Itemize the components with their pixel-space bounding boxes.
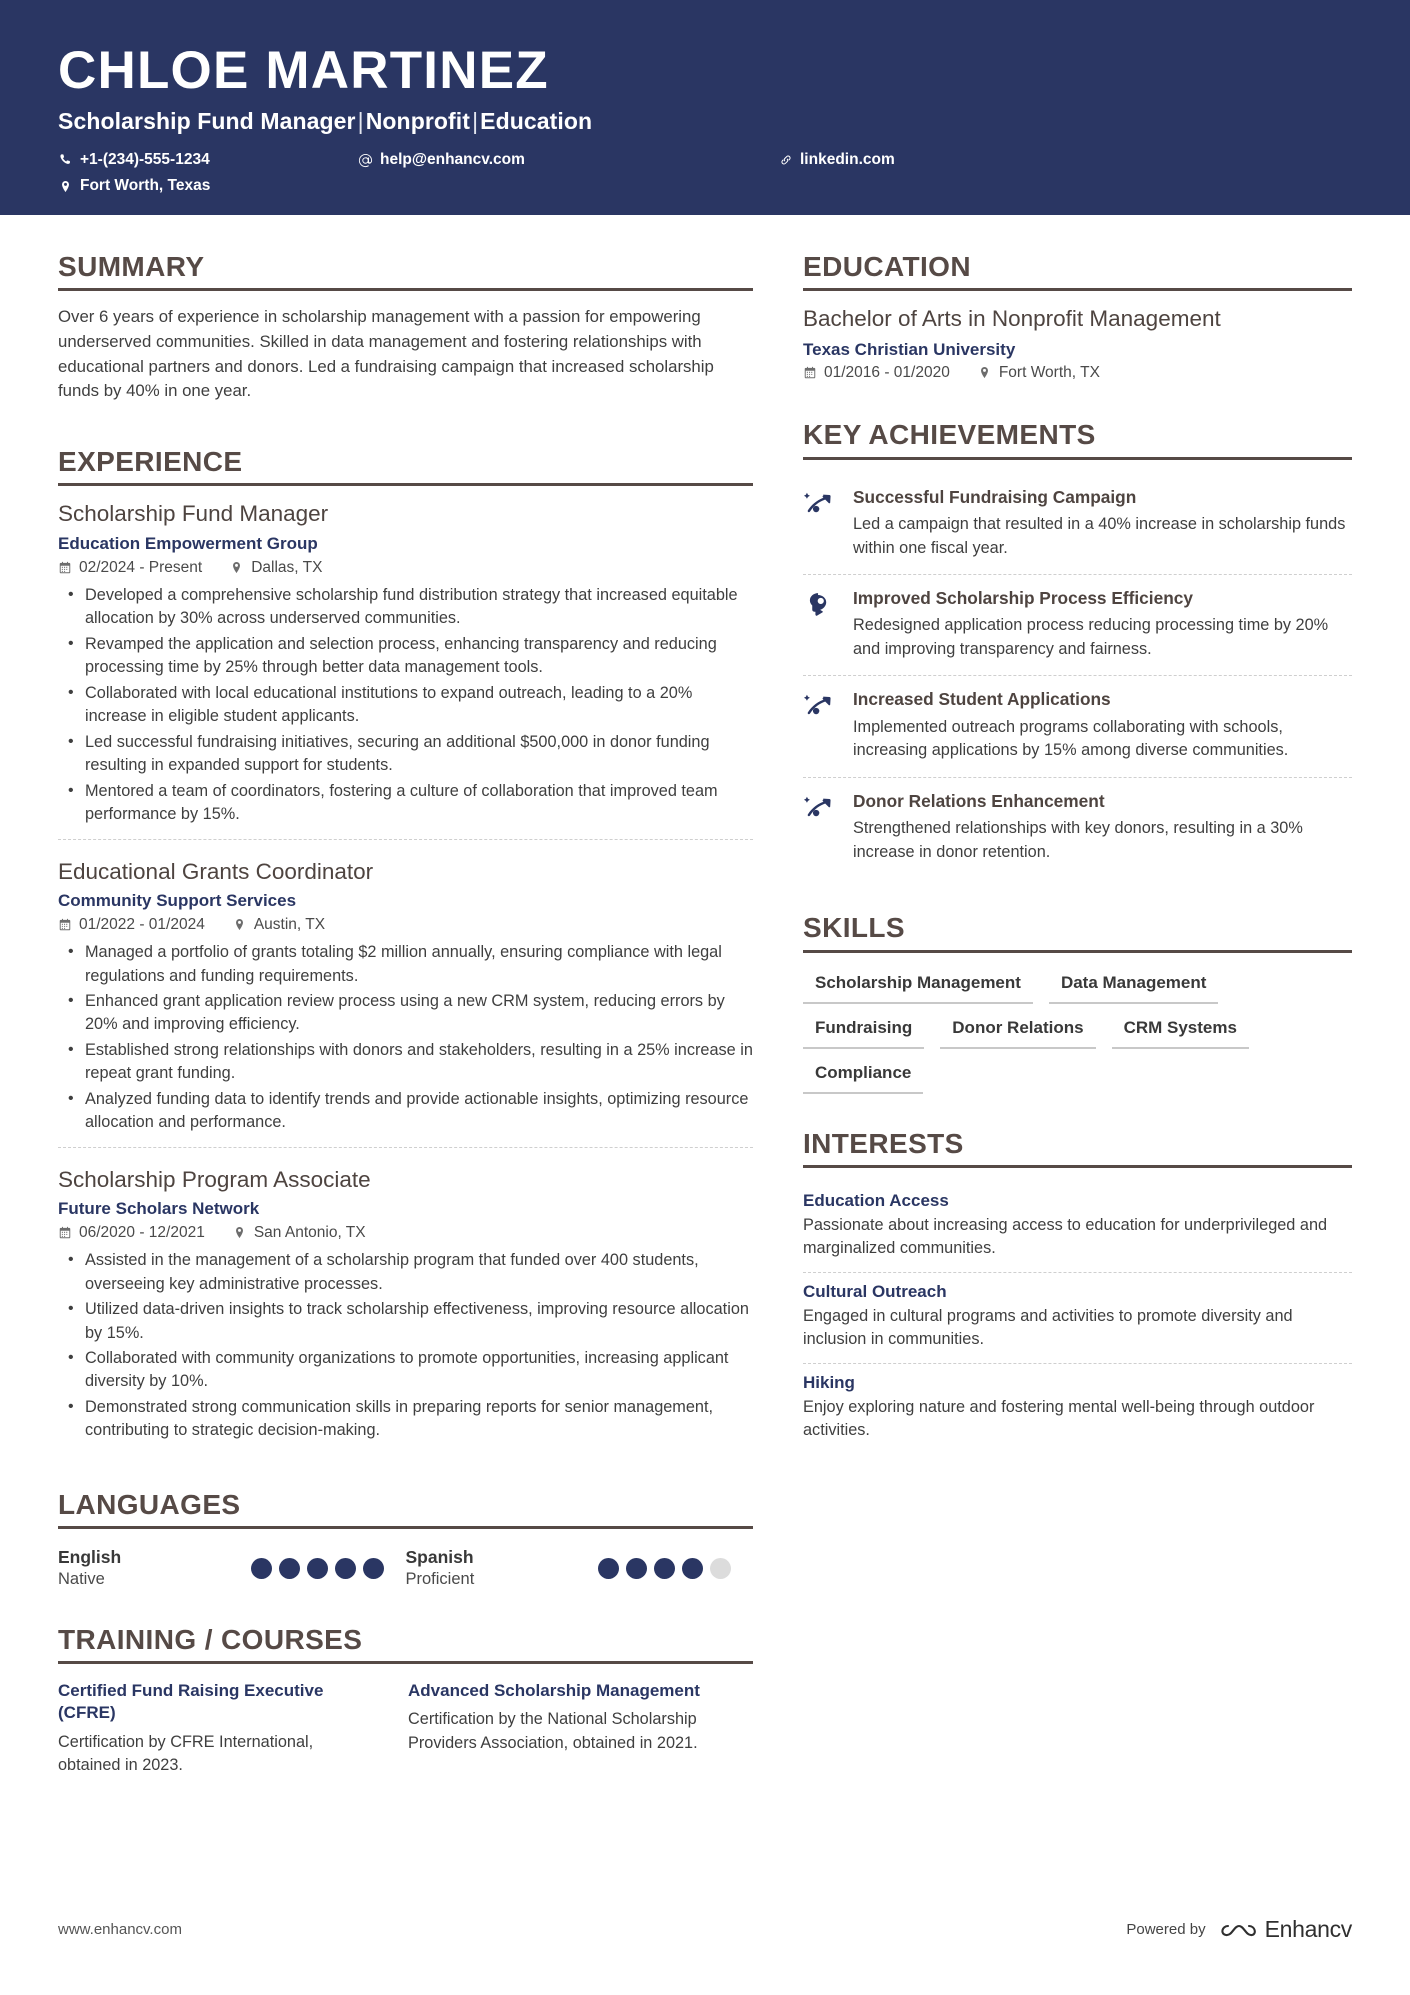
spacer	[803, 882, 1352, 912]
job-bullet: • Collaborated with community organizations to promote opportunities, increasing applicant diversity by 10%.	[58, 1347, 753, 1394]
education-dates	[803, 364, 950, 382]
language-level: Native	[58, 1569, 105, 1588]
job-location	[233, 916, 325, 934]
skill-chip: Scholarship Management	[803, 969, 1033, 1004]
course-title: Advanced Scholarship Management	[408, 1681, 700, 1701]
section-title-experience: EXPERIENCE	[58, 446, 243, 478]
contact-location-text: Fort Worth, Texas	[80, 177, 211, 195]
section-title-summary: SUMMARY	[58, 251, 205, 282]
spacer	[58, 408, 753, 446]
job-bullet: • Developed a comprehensive scholarship fund distribution strategy that increased equitable allocation by 30% across underserved communities.	[58, 584, 753, 631]
language-level: Proficient	[405, 1569, 475, 1588]
head-profile-icon	[803, 587, 837, 661]
enhancv-brand	[1218, 1916, 1352, 1943]
summary-text: Over 6 years of experience in scholarship management with a passion for empowering underserved communities. Skilled in data management and fostering relationships with educational partners and donors. Led a fundraising campaign that increased scholarship funds by 40% in one year.	[58, 307, 714, 401]
language-entry	[58, 1547, 406, 1590]
experience-entry	[58, 500, 753, 838]
contact-link[interactable]	[778, 148, 1078, 172]
job-bullet: • Mentored a team of coordinators, fostering a culture of collaboration that improved team performance by 15%.	[58, 780, 753, 827]
language-level-dot	[710, 1558, 731, 1579]
job-title: Scholarship Fund Manager	[58, 501, 329, 527]
language-entry	[406, 1547, 754, 1590]
calendar-icon	[58, 561, 72, 575]
resume-footer	[58, 1916, 1352, 1943]
trend-up-icon	[803, 790, 837, 864]
job-company: Education Empowerment Group	[58, 533, 318, 553]
achievement-description: Led a campaign that resulted in a 40% increase in scholarship funds within one fiscal year.	[853, 515, 1346, 557]
interest-title: Hiking	[803, 1372, 855, 1392]
powered-by	[1126, 1916, 1352, 1943]
achievement-description: Redesigned application process reducing processing time by 20% and improving transparency and fairness.	[853, 616, 1329, 658]
headline-part-1: Nonprofit	[365, 108, 471, 135]
spacer	[803, 389, 1352, 419]
education-degree: Bachelor of Arts in Nonprofit Management	[803, 306, 1221, 332]
enhancv-logo-icon	[1218, 1918, 1258, 1942]
job-bullet: • Analyzed funding data to identify trends and provide actionable insights, optimizing resource allocation and performance.	[58, 1088, 753, 1135]
job-dates	[58, 559, 202, 577]
link-icon	[778, 153, 793, 168]
job-bullet: • Enhanced grant application review process using a new CRM system, reducing errors by 20% and improving efficiency.	[58, 990, 753, 1037]
education-location	[978, 364, 1100, 382]
skill-chip: Data Management	[1049, 969, 1218, 1004]
job-title: Scholarship Program Associate	[58, 1166, 371, 1192]
calendar-icon	[803, 366, 817, 380]
language-rating	[251, 1547, 406, 1579]
candidate-name: CHLOE MARTINEZ	[58, 41, 549, 100]
section-rule	[803, 288, 1352, 291]
enhancv-brand-text: Enhancv	[1264, 1916, 1352, 1942]
contact-email[interactable]	[358, 148, 778, 172]
contact-link-text: linkedin.com	[800, 151, 895, 169]
job-bullets	[58, 1249, 753, 1443]
trend-up-icon	[803, 688, 837, 762]
job-location	[233, 1224, 366, 1242]
language-label	[58, 1547, 121, 1590]
headline-part-2: Education	[480, 108, 593, 135]
section-title-education: EDUCATION	[803, 251, 971, 282]
education-location-text: Fort Worth, TX	[998, 364, 1100, 382]
language-level-dot	[307, 1558, 328, 1579]
job-bullets	[58, 941, 753, 1135]
section-rule	[58, 1661, 753, 1664]
job-dates-text: 06/2020 - 12/2021	[79, 1224, 205, 1242]
education-dates-text: 01/2016 - 01/2020	[824, 364, 950, 382]
job-location	[230, 559, 322, 577]
job-location-text: Austin, TX	[253, 916, 326, 934]
candidate-headline	[58, 108, 1352, 135]
section-skills	[803, 912, 1352, 1093]
achievement-body	[853, 486, 1352, 560]
location-pin-icon	[58, 179, 73, 194]
section-languages	[58, 1489, 753, 1590]
contact-phone[interactable]	[58, 148, 358, 172]
achievement-title: Successful Fundraising Campaign	[853, 486, 1137, 507]
job-dates	[58, 916, 205, 934]
achievement-entry	[803, 675, 1352, 776]
section-education	[803, 251, 1352, 382]
language-level-dot	[363, 1558, 384, 1579]
headline-separator-0: |	[357, 108, 364, 135]
education-meta	[803, 364, 1352, 382]
contact-location	[58, 174, 358, 198]
job-bullet: • Revamped the application and selection process, enhancing transparency and reducing processing time by 25% through better data management tools.	[58, 633, 753, 680]
section-title-achievements: KEY ACHIEVEMENTS	[803, 419, 1096, 451]
resume-body	[0, 215, 1410, 1781]
course-description: Certification by CFRE International, obtained in 2023.	[58, 1732, 314, 1774]
phone-icon	[58, 153, 73, 168]
achievement-body	[853, 688, 1352, 762]
achievement-entry	[803, 777, 1352, 878]
section-title-interests: INTERESTS	[803, 1127, 964, 1159]
course-entry	[58, 1680, 363, 1777]
achievement-description: Strengthened relationships with key donors, resulting in a 30% increase in donor retention.	[853, 819, 1303, 861]
skill-chip: CRM Systems	[1112, 1014, 1249, 1049]
job-bullet: • Collaborated with local educational institutions to expand outreach, leading to a 20% increase in eligible student applicants.	[58, 682, 753, 729]
resume-header	[0, 0, 1410, 215]
language-level-dot	[654, 1558, 675, 1579]
job-meta	[58, 559, 753, 577]
skill-chip: Donor Relations	[940, 1014, 1095, 1049]
section-rule	[803, 950, 1352, 953]
section-summary	[58, 251, 753, 404]
job-bullet: • Demonstrated strong communication skills in preparing reports for senior management, contributing to strategic decision-making.	[58, 1396, 753, 1443]
achievements-list	[803, 474, 1352, 879]
interest-description: Engaged in cultural programs and activities to promote diversity and inclusion in communities.	[803, 1306, 1293, 1349]
trend-up-icon	[803, 486, 837, 560]
education-school: Texas Christian University	[803, 340, 1016, 360]
job-dates	[58, 1224, 205, 1242]
spacer	[58, 1459, 753, 1489]
achievement-title: Donor Relations Enhancement	[853, 790, 1105, 811]
job-meta	[58, 916, 753, 934]
section-interests	[803, 1128, 1352, 1454]
location-pin-icon	[230, 561, 244, 575]
job-bullet: • Utilized data-driven insights to track scholarship effectiveness, improving resource allocation by 15%.	[58, 1298, 753, 1345]
language-label	[406, 1547, 475, 1590]
education-entry	[803, 305, 1352, 382]
section-rule	[58, 483, 753, 486]
experience-list	[58, 500, 753, 1454]
headline-separator-1: |	[472, 108, 479, 135]
interest-entry	[803, 1363, 1352, 1454]
language-level-dot	[251, 1558, 272, 1579]
section-rule	[803, 457, 1352, 460]
achievement-body	[853, 587, 1352, 661]
left-column	[58, 215, 803, 1781]
job-dates-text: 01/2022 - 01/2024	[79, 916, 205, 934]
job-dates-text: 02/2024 - Present	[79, 559, 203, 576]
achievement-title: Improved Scholarship Process Efficiency	[853, 588, 1193, 608]
footer-site[interactable]: www.enhancv.com	[58, 1921, 182, 1938]
section-title-training: TRAINING / COURSES	[58, 1623, 363, 1655]
language-level-dot	[682, 1558, 703, 1579]
right-column	[803, 215, 1352, 1458]
experience-entry	[58, 839, 753, 1147]
language-level-dot	[626, 1558, 647, 1579]
interest-title: Education Access	[803, 1190, 949, 1210]
achievement-entry	[803, 574, 1352, 675]
interest-description: Enjoy exploring nature and fostering mental well-being through outdoor activities.	[803, 1397, 1315, 1440]
at-sign-icon	[358, 153, 373, 168]
course-description: Certification by the National Scholarship Providers Association, obtained in 2021.	[408, 1710, 698, 1752]
achievement-entry	[803, 474, 1352, 574]
experience-entry	[58, 1147, 753, 1455]
calendar-icon	[58, 1226, 72, 1240]
language-level-dot	[279, 1558, 300, 1579]
language-level-dot	[335, 1558, 356, 1579]
section-key-achievements	[803, 419, 1352, 878]
powered-by-label: Powered by	[1126, 1921, 1206, 1938]
achievement-body	[853, 790, 1352, 864]
interests-list	[803, 1182, 1352, 1454]
courses-list	[58, 1678, 753, 1777]
spacer	[58, 1594, 753, 1624]
job-bullet: • Assisted in the management of a scholarship program that funded over 400 students, overseeing key administrative processes.	[58, 1249, 753, 1296]
location-pin-icon	[233, 1226, 247, 1240]
job-location-text: San Antonio, TX	[253, 1224, 366, 1242]
skill-chip: Compliance	[803, 1059, 923, 1094]
interest-entry	[803, 1272, 1352, 1363]
calendar-icon	[58, 918, 72, 932]
section-rule	[803, 1165, 1352, 1168]
contact-email-text: help@enhancv.com	[380, 151, 525, 169]
skill-chip: Fundraising	[803, 1014, 924, 1049]
location-pin-icon	[978, 366, 992, 380]
education-list	[803, 305, 1352, 382]
job-bullet: • Led successful fundraising initiatives, securing an additional $500,000 in donor funding resulting in expanded support for students.	[58, 731, 753, 778]
section-title-languages: LANGUAGES	[58, 1488, 241, 1520]
spacer	[803, 1098, 1352, 1128]
course-entry	[408, 1680, 713, 1777]
section-experience	[58, 446, 753, 1455]
language-level-dot	[598, 1558, 619, 1579]
language-name: Spanish	[405, 1547, 474, 1568]
headline-part-0: Scholarship Fund Manager	[58, 108, 356, 135]
section-rule	[58, 1526, 753, 1529]
achievement-title: Increased Student Applications	[853, 689, 1111, 710]
interest-entry	[803, 1182, 1352, 1272]
job-bullet: • Established strong relationships with donors and stakeholders, resulting in a 25% increase in repeat grant funding.	[58, 1039, 753, 1086]
job-title: Educational Grants Coordinator	[58, 858, 374, 884]
language-rating	[598, 1547, 753, 1579]
achievement-description: Implemented outreach programs collaborating with schools, increasing applications by 15% among diverse communities.	[853, 717, 1289, 760]
section-training-courses	[58, 1624, 753, 1777]
contact-phone-text: +1-(234)-555-1234	[80, 151, 210, 169]
section-rule	[58, 288, 753, 291]
contact-row	[58, 148, 1352, 198]
job-bullets	[58, 584, 753, 827]
job-company: Community Support Services	[58, 890, 297, 910]
languages-list	[58, 1543, 753, 1590]
job-bullet: • Managed a portfolio of grants totaling $2 million annually, ensuring compliance with legal regulations and funding requirements.	[58, 941, 753, 988]
job-meta	[58, 1224, 753, 1242]
location-pin-icon	[233, 918, 247, 932]
interest-description: Passionate about increasing access to education for underprivileged and marginalized communities.	[803, 1215, 1328, 1258]
job-location-text: Dallas, TX	[251, 559, 323, 576]
interest-title: Cultural Outreach	[803, 1281, 947, 1301]
language-name: English	[58, 1547, 122, 1568]
course-title: Certified Fund Raising Executive (CFRE)	[58, 1681, 324, 1723]
section-title-skills: SKILLS	[803, 912, 905, 944]
skills-list	[803, 967, 1352, 1094]
job-company: Future Scholars Network	[58, 1199, 260, 1219]
